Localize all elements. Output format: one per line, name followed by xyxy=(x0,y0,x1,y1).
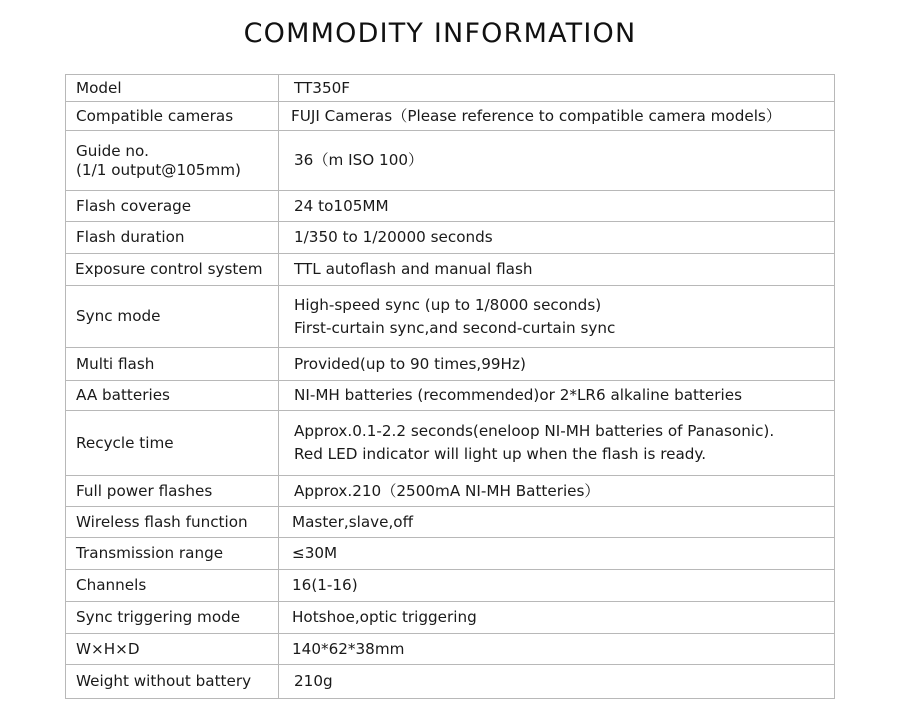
table-row xyxy=(66,634,835,665)
row-label: Weight without battery xyxy=(66,665,279,699)
row-value: Hotshoe,optic triggering xyxy=(279,602,835,634)
row-label: Transmission range xyxy=(66,538,279,570)
table-row xyxy=(66,411,835,476)
row-label: Sync mode xyxy=(66,286,279,348)
row-label: Wireless flash function xyxy=(66,507,279,538)
row-label: Channels xyxy=(66,570,279,602)
row-label: Full power flashes xyxy=(66,476,279,507)
row-value: NI-MH batteries (recommended)or 2*LR6 alkaline batteries xyxy=(279,381,835,411)
table-row xyxy=(66,348,835,381)
table-row xyxy=(66,381,835,411)
table-row xyxy=(66,665,835,699)
table-row xyxy=(66,102,835,131)
row-label: Sync triggering mode xyxy=(66,602,279,634)
row-value xyxy=(279,286,835,348)
row-label: AA batteries xyxy=(66,381,279,411)
row-value-line: First-curtain sync,and second-curtain sync xyxy=(294,318,616,337)
table-row xyxy=(66,286,835,348)
row-value-line: Red LED indicator will light up when the flash is ready. xyxy=(294,445,707,463)
row-label: Multi flash xyxy=(66,348,279,381)
table-row xyxy=(66,507,835,538)
table-row xyxy=(66,222,835,254)
row-value: FUJI Cameras（Please reference to compatible camera models） xyxy=(279,102,835,131)
row-value: 16(1-16) xyxy=(279,570,835,602)
row-label-line: Guide no. xyxy=(76,141,149,160)
row-label: Compatible cameras xyxy=(66,102,279,131)
table-row xyxy=(66,131,835,191)
row-label: Model xyxy=(66,75,279,102)
table-row xyxy=(66,538,835,570)
row-label: Exposure control system xyxy=(66,254,279,286)
row-value: 140*62*38mm xyxy=(279,634,835,665)
spec-table xyxy=(65,74,835,699)
row-label-line: (1/1 output@105mm) xyxy=(76,160,241,179)
row-value-line: High-speed sync (up to 1/8000 seconds) xyxy=(294,295,602,314)
table-row xyxy=(66,476,835,507)
row-value: ≤30M xyxy=(279,538,835,570)
row-label: Recycle time xyxy=(66,411,279,476)
table-row xyxy=(66,570,835,602)
row-label xyxy=(66,131,279,191)
page-title: COMMODITY INFORMATION xyxy=(243,18,637,49)
row-value: TT350F xyxy=(279,75,835,102)
row-value: TTL autoflash and manual flash xyxy=(279,254,835,286)
row-value: Master,slave,off xyxy=(279,507,835,538)
row-value: 36（m ISO 100） xyxy=(279,131,835,191)
row-value: 210g xyxy=(279,665,835,699)
row-value-line: Approx.0.1-2.2 seconds(eneloop NI-MH batteries of Panasonic). xyxy=(294,422,775,440)
row-label: Flash duration xyxy=(66,222,279,254)
row-value: 24 to105MM xyxy=(279,191,835,222)
row-value: 1/350 to 1/20000 seconds xyxy=(279,222,835,254)
table-row xyxy=(66,191,835,222)
row-value: Provided(up to 90 times,99Hz) xyxy=(279,348,835,381)
row-value: Approx.210（2500mA NI-MH Batteries） xyxy=(279,476,835,507)
row-label: W×H×D xyxy=(66,634,279,665)
table-row xyxy=(66,254,835,286)
table-row xyxy=(66,75,835,102)
table-row xyxy=(66,602,835,634)
row-value xyxy=(279,411,835,476)
row-label: Flash coverage xyxy=(66,191,279,222)
